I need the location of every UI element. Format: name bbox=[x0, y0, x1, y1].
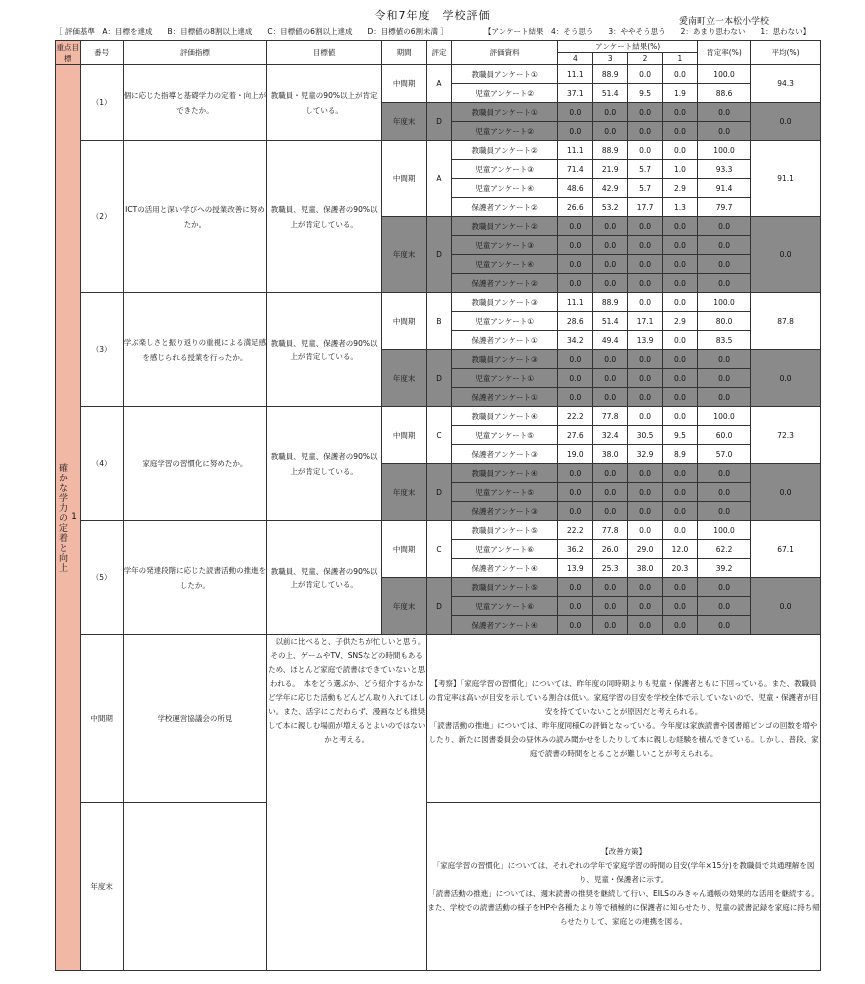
survey-source: 児童アンケート⑤ bbox=[451, 483, 558, 502]
survey-source: 教職員アンケート③ bbox=[451, 293, 558, 312]
survey-v1: 0.0 bbox=[663, 464, 698, 483]
survey-v2: 0.0 bbox=[628, 236, 663, 255]
bottom-mid-row bbox=[56, 635, 821, 803]
period-cell: 年度末 bbox=[382, 464, 427, 521]
period-cell: 中間期 bbox=[382, 407, 427, 464]
survey-source: 児童アンケート③ bbox=[451, 160, 558, 179]
table-row bbox=[56, 293, 821, 312]
survey-v1: 0.0 bbox=[663, 350, 698, 369]
survey-v3: 0.0 bbox=[593, 616, 628, 635]
col-focus-goal: 重点目標 bbox=[56, 42, 80, 63]
survey-rate: 91.4 bbox=[697, 179, 750, 198]
survey-source: 児童アンケート⑥ bbox=[451, 540, 558, 559]
survey-v2: 0.0 bbox=[628, 141, 663, 160]
period-cell: 中間期 bbox=[382, 141, 427, 217]
survey-rate: 100.0 bbox=[697, 65, 750, 84]
survey-v2: 0.0 bbox=[628, 103, 663, 122]
survey-v1: 0.0 bbox=[663, 388, 698, 407]
survey-source: 教職員アンケート① bbox=[451, 103, 558, 122]
average-cell: 72.3 bbox=[751, 407, 821, 464]
survey-v2: 0.0 bbox=[628, 255, 663, 274]
item-number: （4） bbox=[80, 407, 123, 521]
item-target: 教職員、児童、保護者の90%以上が肯定している。 bbox=[267, 407, 382, 521]
period-cell: 年度末 bbox=[382, 350, 427, 407]
survey-v3: 0.0 bbox=[593, 103, 628, 122]
survey-v2: 17.1 bbox=[628, 312, 663, 331]
survey-source: 児童アンケート③ bbox=[451, 236, 558, 255]
survey-v2: 0.0 bbox=[628, 388, 663, 407]
survey-source: 教職員アンケート② bbox=[451, 217, 558, 236]
survey-v3: 0.0 bbox=[593, 274, 628, 293]
survey-v3: 88.9 bbox=[593, 293, 628, 312]
survey-rate: 79.7 bbox=[697, 198, 750, 217]
survey-v4: 0.0 bbox=[558, 388, 593, 407]
survey-v3: 0.0 bbox=[593, 597, 628, 616]
survey-v1: 12.0 bbox=[663, 540, 698, 559]
council-blank bbox=[123, 803, 267, 971]
survey-v2: 0.0 bbox=[628, 407, 663, 426]
survey-v3: 51.4 bbox=[593, 84, 628, 103]
average-cell: 0.0 bbox=[751, 217, 821, 293]
survey-v2: 17.7 bbox=[628, 198, 663, 217]
survey-v1: 0.0 bbox=[663, 236, 698, 255]
survey-v3: 32.4 bbox=[593, 426, 628, 445]
survey-v4: 0.0 bbox=[558, 350, 593, 369]
bottom-mid-label: 中間期 bbox=[80, 635, 123, 803]
survey-v1: 0.0 bbox=[663, 122, 698, 141]
survey-v4: 0.0 bbox=[558, 122, 593, 141]
survey-v3: 21.9 bbox=[593, 160, 628, 179]
survey-v4: 11.1 bbox=[558, 141, 593, 160]
survey-v4: 0.0 bbox=[558, 217, 593, 236]
survey-v1: 0.0 bbox=[663, 521, 698, 540]
survey-source: 児童アンケート④ bbox=[451, 255, 558, 274]
col-score-2: 2 bbox=[628, 53, 663, 65]
survey-v1: 0.0 bbox=[663, 103, 698, 122]
council-opinion bbox=[267, 635, 427, 971]
survey-source: 教職員アンケート③ bbox=[451, 350, 558, 369]
survey-v4: 11.1 bbox=[558, 293, 593, 312]
survey-v1: 0.0 bbox=[663, 483, 698, 502]
survey-v2: 0.0 bbox=[628, 293, 663, 312]
survey-rate: 0.0 bbox=[697, 369, 750, 388]
focus-goal-number: 1 bbox=[69, 512, 79, 523]
survey-rate: 0.0 bbox=[697, 502, 750, 521]
improvement-paragraph: 「家庭学習の習慣化」については、それぞれの学年で家庭学習の時間の目安(学年×15分)を教職員で共通理解を図り、児童・保護者に示す。 bbox=[432, 860, 815, 884]
survey-v3: 0.0 bbox=[593, 217, 628, 236]
item-indicator: 学ぶ楽しさと振り返りの重視による満足感を感じられる授業を行ったか。 bbox=[123, 293, 267, 407]
council-opinion-text: 以前に比べると、子供たちが忙しいと思う。その上、ゲームやTV、SNSなどの時間もあるため、ほとんど家庭で読書はできていないと思われる。 本をどう選ぶか、どう紹介するかなど学年に応じた活動もどんどん取り入れてほしい。また、活字にこだわらず、漫画なども推奨して本に親しむ場面が増えるとよいのではないかと考える。 bbox=[267, 637, 426, 744]
survey-v4: 48.6 bbox=[558, 179, 593, 198]
survey-source: 保護者アンケート② bbox=[451, 198, 558, 217]
survey-v2: 0.0 bbox=[628, 464, 663, 483]
survey-v3: 38.0 bbox=[593, 445, 628, 464]
grade-cell: B bbox=[427, 293, 452, 350]
survey-v3: 0.0 bbox=[593, 578, 628, 597]
survey-v2: 0.0 bbox=[628, 65, 663, 84]
survey-source: 保護者アンケート② bbox=[451, 274, 558, 293]
survey-rate: 0.0 bbox=[697, 616, 750, 635]
survey-source: 児童アンケート① bbox=[451, 369, 558, 388]
survey-source: 児童アンケート② bbox=[451, 122, 558, 141]
col-survey-results: アンケート結果(%) bbox=[558, 41, 697, 53]
survey-v4: 22.2 bbox=[558, 407, 593, 426]
survey-v4: 22.2 bbox=[558, 521, 593, 540]
grade-cell: D bbox=[427, 103, 452, 141]
survey-rate: 0.0 bbox=[697, 103, 750, 122]
survey-rate: 93.3 bbox=[697, 160, 750, 179]
survey-source: 児童アンケート② bbox=[451, 84, 558, 103]
survey-v2: 0.0 bbox=[628, 502, 663, 521]
survey-rate: 100.0 bbox=[697, 141, 750, 160]
survey-rate: 60.0 bbox=[697, 426, 750, 445]
survey-source: 教職員アンケート⑤ bbox=[451, 578, 558, 597]
survey-v3: 77.8 bbox=[593, 521, 628, 540]
survey-v2: 0.0 bbox=[628, 274, 663, 293]
survey-source: 児童アンケート⑥ bbox=[451, 597, 558, 616]
survey-v4: 71.4 bbox=[558, 160, 593, 179]
survey-source: 保護者アンケート④ bbox=[451, 559, 558, 578]
survey-rate: 0.0 bbox=[697, 464, 750, 483]
grade-cell: D bbox=[427, 578, 452, 635]
survey-v3: 53.2 bbox=[593, 198, 628, 217]
item-indicator: 家庭学習の習慣化に努めたか。 bbox=[123, 407, 267, 521]
col-materials: 評価資料 bbox=[451, 41, 558, 65]
survey-v1: 1.3 bbox=[663, 198, 698, 217]
survey-source: 保護者アンケート③ bbox=[451, 445, 558, 464]
survey-source: 保護者アンケート① bbox=[451, 388, 558, 407]
table-row bbox=[56, 65, 821, 84]
survey-v2: 9.5 bbox=[628, 84, 663, 103]
evaluation-criteria: ［ 評価基準 A：目標を達成 B：目標値の8割以上達成 C：目標値の6割以上達成 D：目標値の6割未満 ］ bbox=[55, 27, 448, 36]
survey-v3: 0.0 bbox=[593, 350, 628, 369]
survey-v4: 37.1 bbox=[558, 84, 593, 103]
col-average: 平均(%) bbox=[751, 41, 821, 65]
table-row bbox=[56, 521, 821, 540]
focus-goal-label: 確かな学力の定着と向上 bbox=[57, 462, 67, 573]
survey-v1: 2.9 bbox=[663, 312, 698, 331]
item-number: （5） bbox=[80, 521, 123, 635]
survey-v1: 0.0 bbox=[663, 407, 698, 426]
survey-rate: 0.0 bbox=[697, 122, 750, 141]
grade-cell: A bbox=[427, 65, 452, 103]
consideration-paragraph: 「読書活動の推進」については、昨年度同様Cの評価となっている。今年度は家族読書や図書館ビンゴの回数を増やしたり、新たに図書委員会の昼休みの読み聞かせをしたりして本に親しむ経験を積んできている。しかし、普段、家庭で読書の時間をとることが難しいことが考えられる。 bbox=[428, 720, 819, 758]
grade-cell: C bbox=[427, 407, 452, 464]
survey-v1: 0.0 bbox=[663, 293, 698, 312]
survey-legend: 【アンケート結果 4：そう思う 3：ややそう思う 2：あまり思わない 1：思わない】 bbox=[484, 27, 811, 36]
survey-rate: 0.0 bbox=[697, 597, 750, 616]
survey-v3: 0.0 bbox=[593, 369, 628, 388]
survey-v4: 0.0 bbox=[558, 483, 593, 502]
survey-rate: 0.0 bbox=[697, 255, 750, 274]
survey-rate: 100.0 bbox=[697, 521, 750, 540]
survey-rate: 57.0 bbox=[697, 445, 750, 464]
col-indicator: 評価指標 bbox=[123, 41, 267, 65]
survey-source: 教職員アンケート② bbox=[451, 141, 558, 160]
survey-v1: 0.0 bbox=[663, 369, 698, 388]
survey-v2: 0.0 bbox=[628, 217, 663, 236]
survey-rate: 100.0 bbox=[697, 293, 750, 312]
grade-cell: A bbox=[427, 141, 452, 217]
survey-source: 教職員アンケート⑤ bbox=[451, 521, 558, 540]
document-title: 令和7年度 学校評価 bbox=[374, 9, 491, 22]
col-target: 目標値 bbox=[267, 41, 382, 65]
consideration-cell bbox=[427, 635, 821, 803]
survey-v4: 0.0 bbox=[558, 502, 593, 521]
survey-v1: 0.0 bbox=[663, 65, 698, 84]
col-period: 期間 bbox=[382, 41, 427, 65]
survey-v1: 9.5 bbox=[663, 426, 698, 445]
survey-rate: 83.5 bbox=[697, 331, 750, 350]
grade-cell: D bbox=[427, 464, 452, 521]
improvement-paragraph: 「読書活動の推進」については、週末読書の推奨を継続して行い、EILSのみきゃん通帳の効果的な活用を継続する。また、学校での読書活動の様子をHPや各種たより等で積極的に保護者に知らせたり、児童の読書記録を家庭に持ち帰らせたりして、家庭との連携を図る。 bbox=[427, 888, 820, 926]
survey-rate: 0.0 bbox=[697, 217, 750, 236]
item-indicator: ICTの活用と深い学びへの授業改善に努めたか。 bbox=[123, 141, 267, 293]
period-cell: 年度末 bbox=[382, 217, 427, 293]
survey-v2: 32.9 bbox=[628, 445, 663, 464]
survey-v4: 34.2 bbox=[558, 331, 593, 350]
survey-source: 保護者アンケート④ bbox=[451, 616, 558, 635]
grade-cell: C bbox=[427, 521, 452, 578]
survey-source: 保護者アンケート① bbox=[451, 331, 558, 350]
survey-v4: 0.0 bbox=[558, 103, 593, 122]
survey-v2: 0.0 bbox=[628, 521, 663, 540]
consideration-paragraph: 【考察】「家庭学習の習慣化」については、昨年度の同時期よりも児童・保護者ともに下回っている。また、教職員の肯定率は高いが目安を示している割合は低い。家庭学習の目安を学校全体で示していないので、児童・保護者が目安を持てていないことが原因だと考えられる。 bbox=[428, 678, 819, 716]
period-cell: 中間期 bbox=[382, 65, 427, 103]
period-cell: 中間期 bbox=[382, 521, 427, 578]
survey-source: 教職員アンケート④ bbox=[451, 464, 558, 483]
item-target: 教職員、児童、保護者の90%以上が肯定している。 bbox=[267, 141, 382, 293]
focus-goal-text bbox=[56, 463, 80, 573]
col-score-1: 1 bbox=[663, 53, 698, 65]
survey-rate: 100.0 bbox=[697, 407, 750, 426]
survey-rate: 0.0 bbox=[697, 388, 750, 407]
col-score-3: 3 bbox=[593, 53, 628, 65]
survey-v1: 8.9 bbox=[663, 445, 698, 464]
survey-v1: 0.0 bbox=[663, 578, 698, 597]
col-rating: 評定 bbox=[427, 41, 452, 65]
survey-v2: 0.0 bbox=[628, 483, 663, 502]
survey-v4: 11.1 bbox=[558, 65, 593, 84]
survey-rate: 0.0 bbox=[697, 236, 750, 255]
survey-rate: 62.2 bbox=[697, 540, 750, 559]
average-cell: 0.0 bbox=[751, 578, 821, 635]
item-target: 教職員、児童、保護者の90%以上が肯定している。 bbox=[267, 521, 382, 635]
survey-v2: 0.0 bbox=[628, 616, 663, 635]
item-number: （1） bbox=[80, 65, 123, 141]
survey-v3: 49.4 bbox=[593, 331, 628, 350]
table-row bbox=[56, 141, 821, 160]
survey-v1: 20.3 bbox=[663, 559, 698, 578]
average-cell: 0.0 bbox=[751, 464, 821, 521]
period-cell: 年度末 bbox=[382, 103, 427, 141]
period-cell: 中間期 bbox=[382, 293, 427, 350]
survey-v3: 0.0 bbox=[593, 502, 628, 521]
survey-v3: 0.0 bbox=[593, 483, 628, 502]
item-target: 教職員・児童の90%以上が肯定している。 bbox=[267, 65, 382, 141]
survey-v3: 26.0 bbox=[593, 540, 628, 559]
survey-source: 児童アンケート① bbox=[451, 312, 558, 331]
survey-v4: 0.0 bbox=[558, 597, 593, 616]
survey-v2: 30.5 bbox=[628, 426, 663, 445]
survey-source: 教職員アンケート① bbox=[451, 65, 558, 84]
survey-rate: 0.0 bbox=[697, 350, 750, 369]
survey-rate: 80.0 bbox=[697, 312, 750, 331]
council-label: 学校運営協議会の所見 bbox=[123, 635, 267, 803]
survey-v4: 27.6 bbox=[558, 426, 593, 445]
survey-v1: 0.0 bbox=[663, 217, 698, 236]
survey-v1: 1.0 bbox=[663, 160, 698, 179]
evaluation-table bbox=[55, 40, 821, 971]
survey-v2: 0.0 bbox=[628, 369, 663, 388]
survey-v4: 0.0 bbox=[558, 274, 593, 293]
survey-v3: 88.9 bbox=[593, 141, 628, 160]
table-row bbox=[56, 407, 821, 426]
average-cell: 0.0 bbox=[751, 350, 821, 407]
survey-v1: 0.0 bbox=[663, 255, 698, 274]
item-number: （3） bbox=[80, 293, 123, 407]
survey-v1: 0.0 bbox=[663, 331, 698, 350]
item-indicator: 学年の発達段階に応じた読書活動の推進をしたか。 bbox=[123, 521, 267, 635]
survey-v2: 13.9 bbox=[628, 331, 663, 350]
col-affirm-rate: 肯定率(%) bbox=[697, 41, 750, 65]
average-cell: 91.1 bbox=[751, 141, 821, 217]
period-cell: 年度末 bbox=[382, 578, 427, 635]
average-cell: 87.8 bbox=[751, 293, 821, 350]
survey-v2: 5.7 bbox=[628, 179, 663, 198]
survey-rate: 0.0 bbox=[697, 274, 750, 293]
survey-v4: 0.0 bbox=[558, 236, 593, 255]
improvement-title: 【改善方策】 bbox=[601, 846, 647, 856]
survey-v1: 0.0 bbox=[663, 141, 698, 160]
average-cell: 0.0 bbox=[751, 103, 821, 141]
survey-v1: 1.9 bbox=[663, 84, 698, 103]
survey-rate: 88.6 bbox=[697, 84, 750, 103]
survey-v2: 0.0 bbox=[628, 597, 663, 616]
survey-v3: 77.8 bbox=[593, 407, 628, 426]
survey-v4: 26.6 bbox=[558, 198, 593, 217]
average-cell: 94.3 bbox=[751, 65, 821, 103]
survey-v3: 0.0 bbox=[593, 236, 628, 255]
survey-v3: 0.0 bbox=[593, 464, 628, 483]
survey-v3: 42.9 bbox=[593, 179, 628, 198]
survey-v3: 25.3 bbox=[593, 559, 628, 578]
survey-v3: 0.0 bbox=[593, 255, 628, 274]
grade-cell: D bbox=[427, 217, 452, 293]
survey-v4: 0.0 bbox=[558, 464, 593, 483]
bottom-end-label: 年度末 bbox=[80, 803, 123, 971]
survey-v3: 0.0 bbox=[593, 388, 628, 407]
survey-v1: 0.0 bbox=[663, 616, 698, 635]
average-cell: 67.1 bbox=[751, 521, 821, 578]
survey-rate: 0.0 bbox=[697, 578, 750, 597]
school-name: 愛南町立一本松小学校 bbox=[678, 17, 769, 27]
item-target: 教職員、児童、保護者の90%以上が肯定している。 bbox=[267, 293, 382, 407]
improvement-cell bbox=[427, 803, 821, 971]
survey-v3: 51.4 bbox=[593, 312, 628, 331]
survey-v2: 38.0 bbox=[628, 559, 663, 578]
survey-v2: 0.0 bbox=[628, 350, 663, 369]
item-indicator: 個に応じた指導と基礎学力の定着・向上ができたか。 bbox=[123, 65, 267, 141]
survey-v1: 0.0 bbox=[663, 274, 698, 293]
bottom-end-row bbox=[56, 803, 821, 971]
survey-v4: 28.6 bbox=[558, 312, 593, 331]
survey-v4: 0.0 bbox=[558, 578, 593, 597]
survey-v3: 0.0 bbox=[593, 122, 628, 141]
survey-v4: 13.9 bbox=[558, 559, 593, 578]
survey-source: 児童アンケート④ bbox=[451, 179, 558, 198]
survey-v2: 0.0 bbox=[628, 122, 663, 141]
survey-source: 保護者アンケート③ bbox=[451, 502, 558, 521]
col-score-4: 4 bbox=[558, 53, 593, 65]
col-number: 番号 bbox=[80, 41, 123, 65]
survey-source: 児童アンケート⑤ bbox=[451, 426, 558, 445]
survey-rate: 39.2 bbox=[697, 559, 750, 578]
grade-cell: D bbox=[427, 350, 452, 407]
survey-source: 教職員アンケート④ bbox=[451, 407, 558, 426]
item-number: （2） bbox=[80, 141, 123, 293]
survey-v3: 88.9 bbox=[593, 65, 628, 84]
survey-v1: 2.9 bbox=[663, 179, 698, 198]
focus-goal-cell bbox=[56, 65, 81, 971]
survey-rate: 0.0 bbox=[697, 483, 750, 502]
survey-v4: 0.0 bbox=[558, 616, 593, 635]
survey-v2: 5.7 bbox=[628, 160, 663, 179]
survey-v2: 29.0 bbox=[628, 540, 663, 559]
survey-v4: 0.0 bbox=[558, 255, 593, 274]
survey-v4: 19.0 bbox=[558, 445, 593, 464]
survey-v4: 0.0 bbox=[558, 369, 593, 388]
survey-v4: 36.2 bbox=[558, 540, 593, 559]
survey-v1: 0.0 bbox=[663, 502, 698, 521]
survey-v1: 0.0 bbox=[663, 597, 698, 616]
survey-v2: 0.0 bbox=[628, 578, 663, 597]
